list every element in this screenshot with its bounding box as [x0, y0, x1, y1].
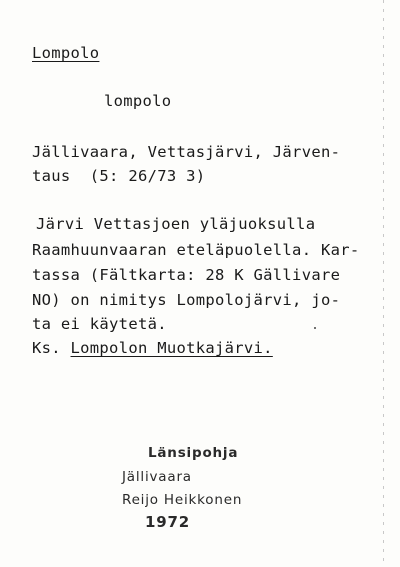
ink-speck [314, 327, 316, 329]
body-line-5: ta ei käytetä. [32, 315, 167, 333]
card-heading: Lompolo [32, 44, 100, 62]
stamp-parish: Jällivaara [122, 469, 192, 485]
stamp-region: Länsipohja [148, 445, 239, 461]
see-prefix: Ks. [32, 339, 71, 357]
place-line-2: taus (5: 26/73 3) [32, 167, 206, 185]
place-line-1: Jällivaara, Vettasjärvi, Järven- [32, 143, 341, 161]
body-line-3: tassa (Fältkarta: 28 K Gällivare [32, 266, 341, 284]
body-line-2: Raamhuunvaaran eteläpuolella. Kar- [32, 241, 360, 259]
stamp-collector: Reijo Heikkonen [122, 492, 243, 508]
see-also [32, 339, 273, 357]
headword: lompolo [104, 92, 172, 110]
body-line-4: NO) on nimitys Lompolojärvi, jo- [32, 291, 341, 309]
stamp-year: 1972 [145, 513, 190, 531]
card-edge-perforation [383, 0, 384, 567]
see-reference: Lompolon Muotkajärvi. [70, 339, 273, 357]
body-line-1: Järvi Vettasjoen yläjuoksulla [36, 215, 316, 233]
